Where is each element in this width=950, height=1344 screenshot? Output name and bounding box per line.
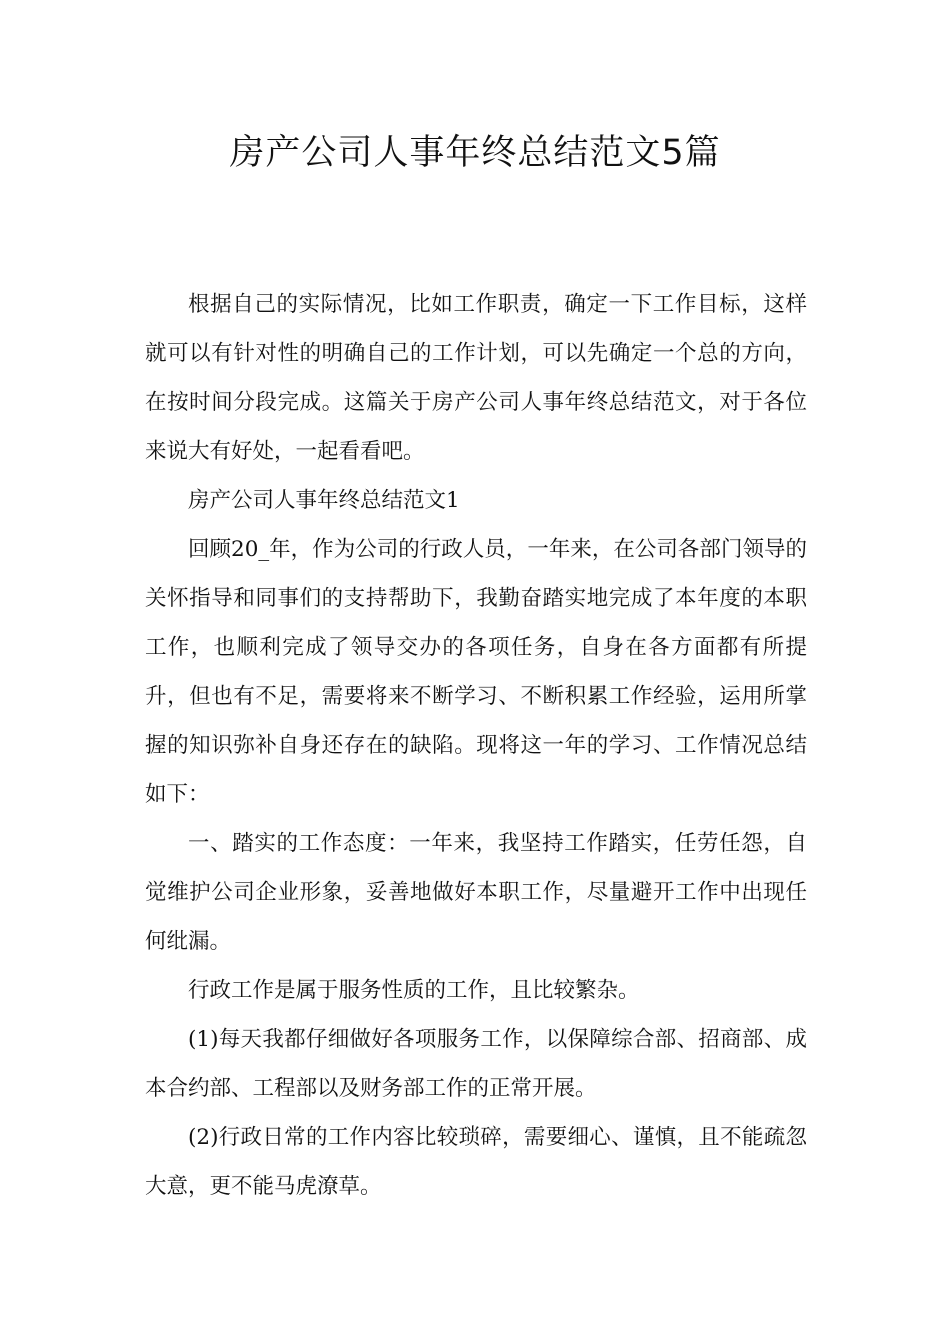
section-heading: 房产公司人事年终总结范文1 — [188, 488, 460, 513]
document-title: 房产公司人事年终总结范文5篇 — [229, 133, 721, 173]
paragraph-intro: 根据自己的实际情况，比如工作职责，确定一下工作目标，这样就可以有针对性的明确自己的工作计划，可以先确定一个总的方向，在按时间分段完成。这篇关于房产公司人事年终总结范文，对于各位来说大有好处，一起看看吧。 — [145, 292, 807, 464]
paragraph-item-1: (1)每天我都仔细做好各项服务工作，以保障综合部、招商部、成本合约部、工程部以及财务部工作的正常开展。 — [145, 1027, 807, 1101]
document-body — [145, 280, 807, 1211]
paragraph-review: 回顾20_年，作为公司的行政人员，一年来，在公司各部门领导的关怀指导和同事们的支持帮助下，我勤奋踏实地完成了本年度的本职工作，也顺利完成了领导交办的各项任务，自身在各方面都有所提升，但也有不足，需要将来不断学习、不断积累工作经验，运用所掌握的知识弥补自身还存在的缺陷。现将这一年的学习、工作情况总结如下： — [145, 537, 807, 807]
paragraph-admin-work: 行政工作是属于服务性质的工作，且比较繁杂。 — [188, 978, 640, 1003]
paragraph-attitude: 一、踏实的工作态度：一年来，我坚持工作踏实，任劳任怨，自觉维护公司企业形象，妥善地做好本职工作，尽量避开工作中出现任何纰漏。 — [145, 831, 807, 954]
paragraph-item-2: (2)行政日常的工作内容比较琐碎，需要细心、谨慎，且不能疏忽大意，更不能马虎潦草。 — [145, 1125, 807, 1199]
